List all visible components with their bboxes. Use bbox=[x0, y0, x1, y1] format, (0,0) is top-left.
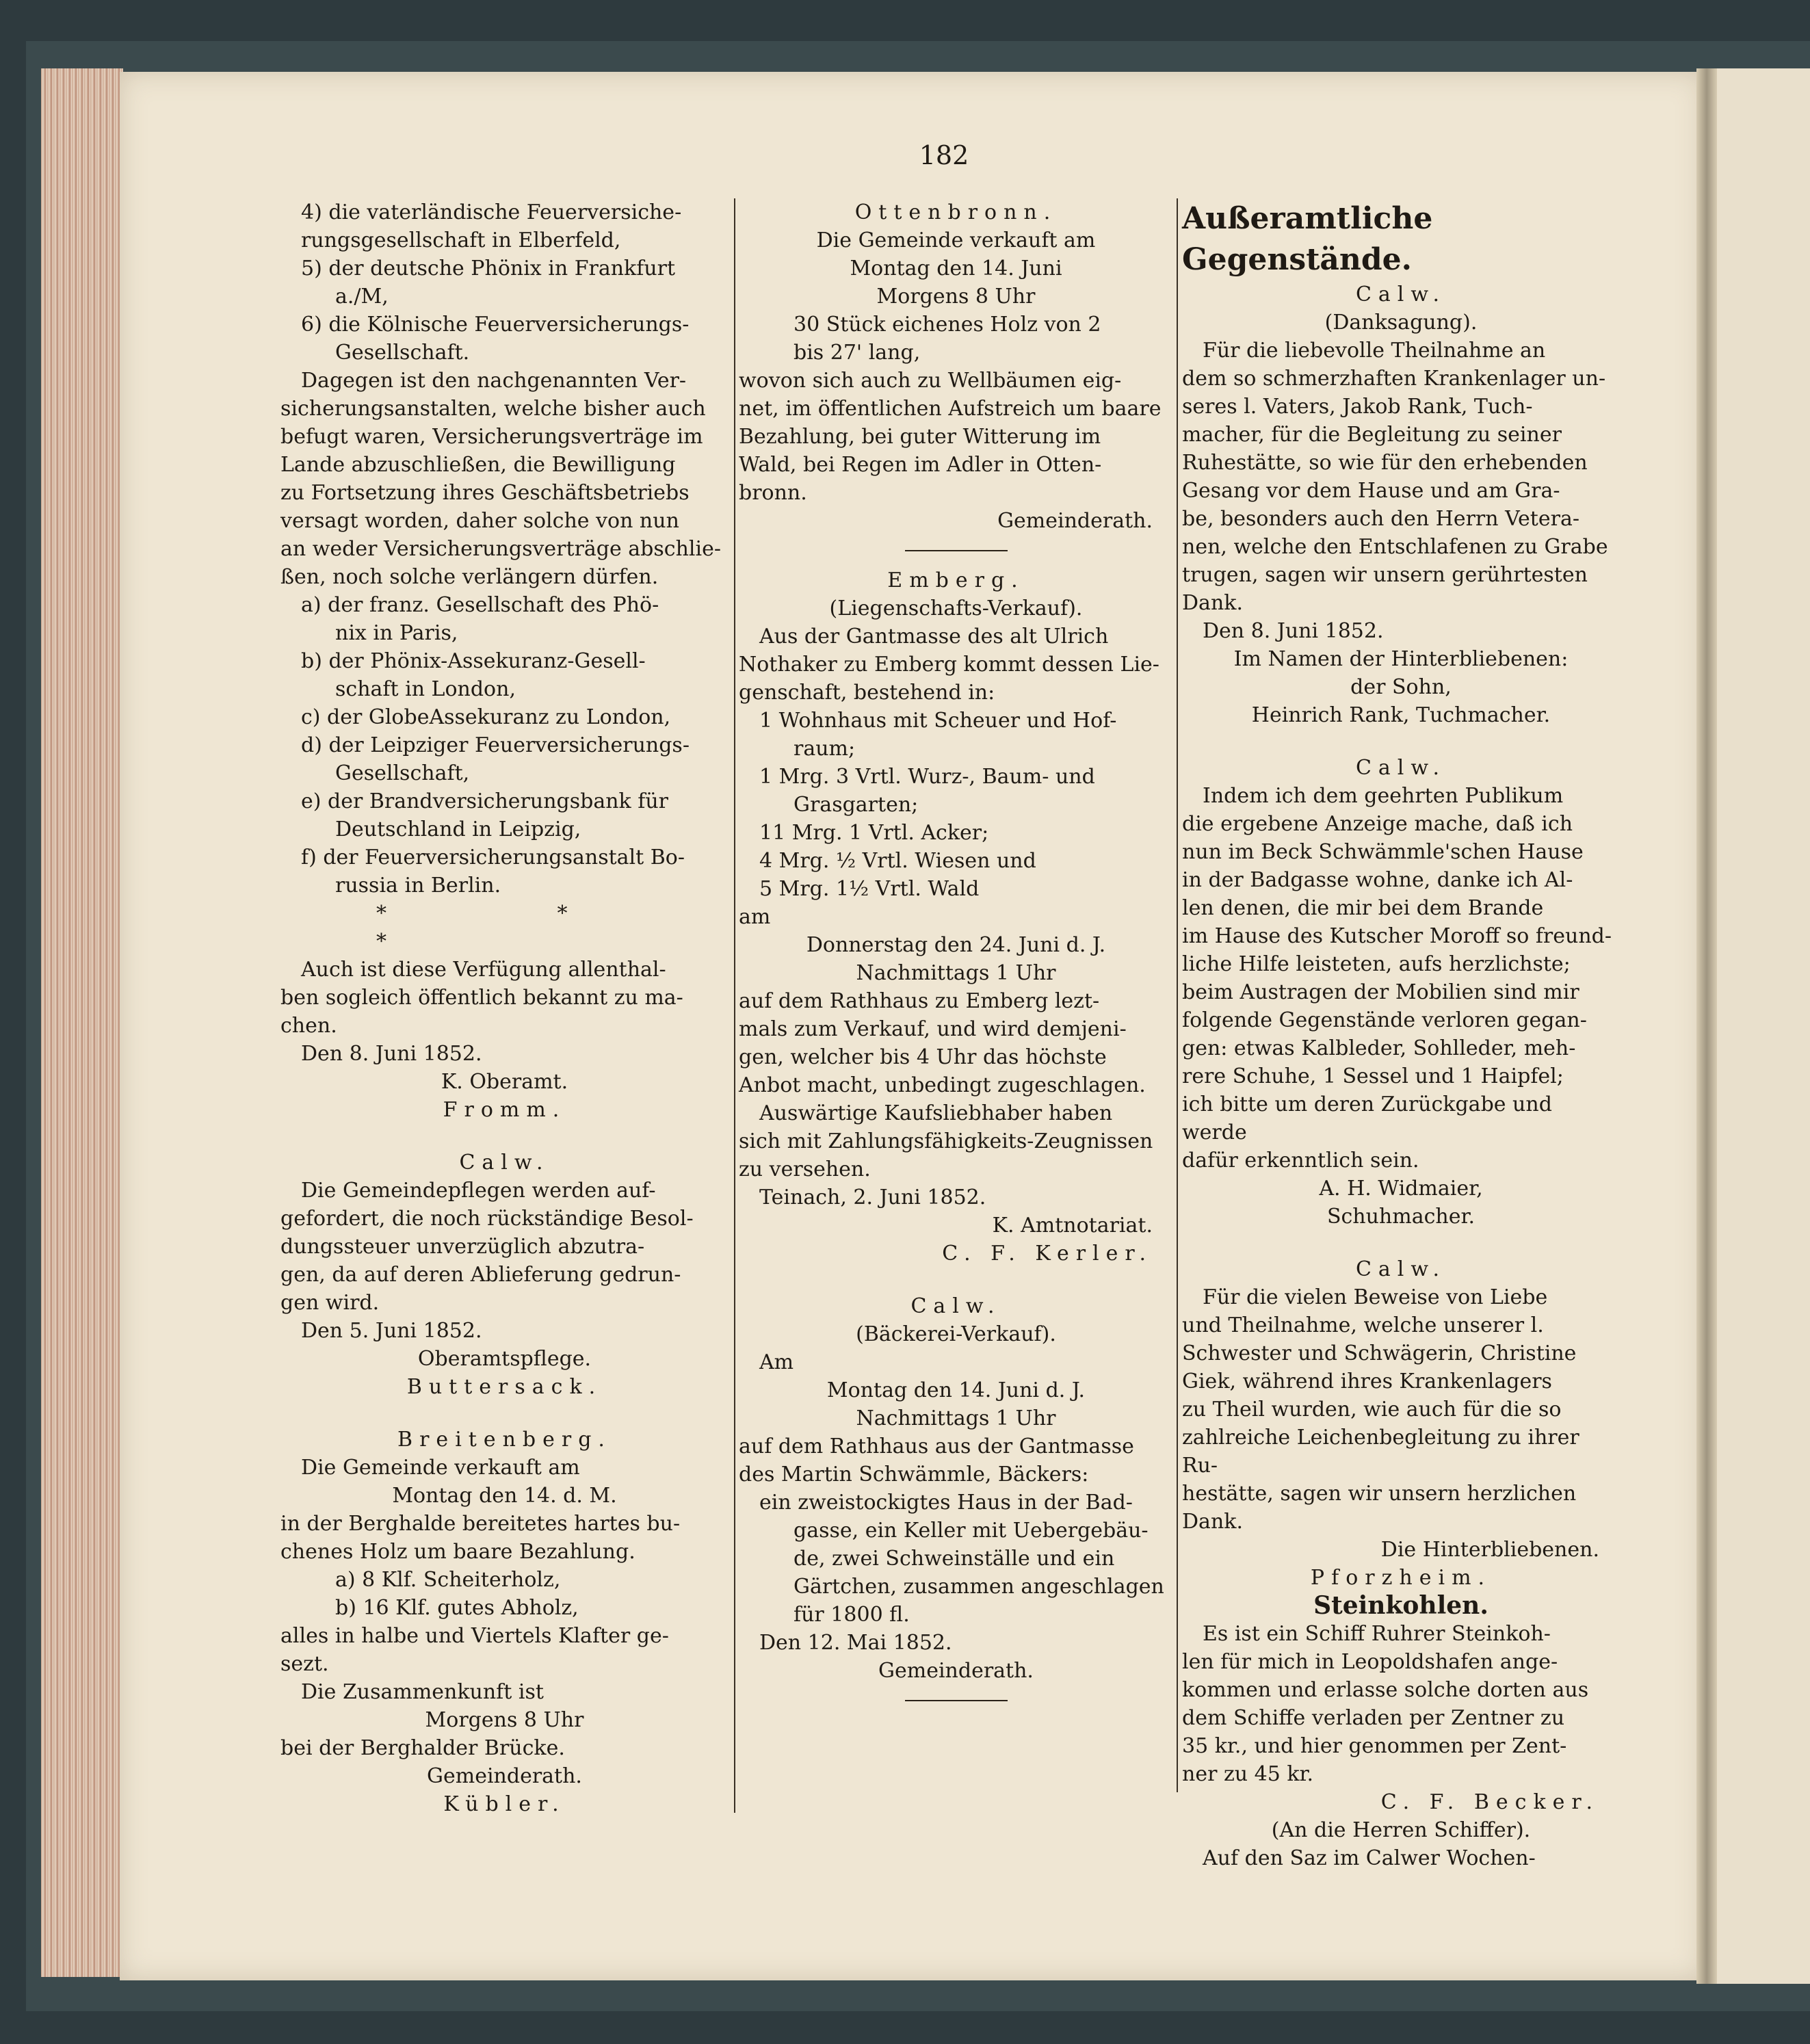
text-line: raum; bbox=[793, 737, 856, 761]
section-subheading-steinkohlen: Steinkohlen. bbox=[1313, 1591, 1488, 1620]
text-line: Ruhestätte, so wie für den erhebenden bbox=[1182, 451, 1588, 475]
text-line: de, zwei Schweinställe und ein bbox=[793, 1547, 1115, 1571]
text-line: Auswärtige Kaufsliebhaber haben bbox=[759, 1101, 1113, 1125]
text-line: 1 Mrg. 3 Vrtl. Wurz-, Baum- und bbox=[759, 765, 1095, 789]
text-line: mals zum Verkauf, und wird demjeni- bbox=[739, 1017, 1127, 1041]
section-heading-calw: Calw. bbox=[459, 1151, 550, 1175]
text-line: alles in halbe und Viertels Klafter ge- bbox=[280, 1624, 669, 1648]
text-line: bis 27' lang, bbox=[793, 341, 921, 365]
text-line: hestätte, sagen wir unsern herzlichen bbox=[1182, 1482, 1577, 1506]
text-line: Die Gemeindepflegen werden auf- bbox=[301, 1179, 656, 1203]
text-line: Gesellschaft. bbox=[335, 341, 470, 365]
text-line: e) der Brandversicherungsbank für bbox=[301, 789, 669, 813]
signature-gemeinderath: Gemeinderath. bbox=[997, 509, 1153, 533]
text-line: Dank. bbox=[1182, 591, 1243, 615]
text-line: Nachmittags 1 Uhr bbox=[856, 961, 1056, 985]
text-line: Montag den 14. d. M. bbox=[392, 1484, 617, 1508]
text-line: Für die vielen Beweise von Liebe bbox=[1203, 1285, 1548, 1309]
text-line: ßen, noch solche verlängern dürfen. bbox=[280, 565, 659, 589]
section-heading-calw: Calw. bbox=[1355, 756, 1447, 780]
text-line: im Hause des Kutscher Moroff so freund- bbox=[1182, 924, 1612, 948]
text-line: len denen, die mir bei dem Brande bbox=[1182, 896, 1544, 920]
text-line: len für mich in Leopoldshafen ange- bbox=[1182, 1650, 1558, 1674]
column-rule bbox=[734, 198, 735, 1813]
text-line: Nachmittags 1 Uhr bbox=[856, 1406, 1056, 1430]
text-line: nix in Paris, bbox=[335, 621, 458, 645]
page-edges bbox=[41, 68, 123, 1977]
text-line: zu versehen. bbox=[739, 1157, 871, 1181]
text-line: in der Berghalde bereitetes hartes bu- bbox=[280, 1512, 681, 1536]
text-line: Den 5. Juni 1852. bbox=[301, 1319, 482, 1343]
signature-kerler: C. F. Kerler. bbox=[942, 1242, 1153, 1266]
signature-line: der Sohn, bbox=[1350, 675, 1452, 699]
text-line: bronn. bbox=[739, 481, 807, 505]
text-line: russia in Berlin. bbox=[335, 874, 501, 897]
text-line: gen: etwas Kalbleder, Sohlleder, meh- bbox=[1182, 1036, 1576, 1060]
column-2 bbox=[739, 198, 1173, 1716]
text-line: be, besonders auch den Herrn Vetera- bbox=[1182, 507, 1579, 531]
text-line: in der Badgasse wohne, danke ich Al- bbox=[1182, 868, 1573, 892]
text-line: ben sogleich öffentlich bekannt zu ma- bbox=[280, 986, 683, 1010]
text-line: Die Gemeinde verkauft am bbox=[816, 228, 1096, 252]
text-line: dem Schiffe verladen per Zentner zu bbox=[1182, 1706, 1565, 1730]
signature-becker: C. F. Becker. bbox=[1380, 1790, 1599, 1814]
text-line: 4) die vaterländische Feuerversiche- bbox=[301, 200, 682, 224]
page-number: 182 bbox=[919, 140, 969, 170]
text-line: Grasgarten; bbox=[793, 793, 919, 817]
text-line: auf dem Rathhaus aus der Gantmasse bbox=[739, 1434, 1134, 1458]
text-line: ein zweistockigtes Haus in der Bad- bbox=[759, 1491, 1133, 1515]
text-line: rungsgesellschaft in Elberfeld, bbox=[301, 228, 621, 252]
section-subheading: (Liegenschafts-Verkauf). bbox=[829, 597, 1083, 620]
signature-line: Im Namen der Hinterbliebenen: bbox=[1233, 647, 1569, 671]
text-line: Lande abzuschließen, die Bewilligung bbox=[280, 453, 676, 477]
text-line: befugt waren, Versicherungsverträge im bbox=[280, 425, 703, 449]
text-line: Gesellschaft, bbox=[335, 761, 470, 785]
text-line: Es ist ein Schiff Ruhrer Steinkoh- bbox=[1203, 1622, 1551, 1646]
text-line: 5) der deutsche Phönix in Frankfurt bbox=[301, 257, 676, 280]
col1-text bbox=[280, 198, 729, 900]
text-line: 11 Mrg. 1 Vrtl. Acker; bbox=[759, 821, 989, 845]
text-line: Deutschland in Leipzig, bbox=[335, 817, 581, 841]
text-line: Bezahlung, bei guter Witterung im bbox=[739, 425, 1101, 449]
text-line: b) der Phönix-Assekuranz-Gesell- bbox=[301, 649, 646, 673]
section-heading-calw: Calw. bbox=[1355, 1257, 1447, 1281]
text-line: Anbot macht, unbedingt zugeschlagen. bbox=[739, 1073, 1146, 1097]
column-3 bbox=[1182, 198, 1620, 1872]
text-line: ner zu 45 kr. bbox=[1182, 1762, 1314, 1786]
text-line: des Martin Schwämmle, Bäckers: bbox=[739, 1463, 1089, 1486]
text-line: beim Austragen der Mobilien sind mir bbox=[1182, 980, 1579, 1004]
text-line: Montag den 14. Juni bbox=[850, 257, 1062, 280]
divider bbox=[905, 1700, 1008, 1701]
text-line: seres l. Vaters, Jakob Rank, Tuch- bbox=[1182, 395, 1533, 419]
text-line: dungssteuer unverzüglich abzutra- bbox=[280, 1235, 645, 1259]
text-line: nen, welche den Entschlafenen zu Grabe bbox=[1182, 535, 1608, 559]
text-line: an weder Versicherungsverträge abschlie- bbox=[280, 537, 721, 561]
signature-line: Die Hinterbliebenen. bbox=[1380, 1538, 1599, 1562]
text-line: genschaft, bestehend in: bbox=[739, 681, 995, 705]
text-line: d) der Leipziger Feuerversicherungs- bbox=[301, 733, 690, 757]
text-line: Giek, während ihres Krankenlagers bbox=[1182, 1370, 1552, 1393]
text-line: Auf den Saz im Calwer Wochen- bbox=[1203, 1846, 1536, 1870]
text-line: Wald, bei Regen im Adler in Otten- bbox=[739, 453, 1102, 477]
section-heading-ausseramtliche: Außeramtliche Gegenstände. bbox=[1182, 201, 1433, 277]
text-line: Dagegen ist den nachgenannten Ver- bbox=[301, 369, 687, 393]
text-line: Auch ist diese Verfügung allenthal- bbox=[301, 958, 666, 982]
facing-page bbox=[1703, 68, 1810, 1984]
text-line: a./M, bbox=[335, 285, 389, 309]
text-line: Dank. bbox=[1182, 1510, 1243, 1534]
section-subheading: (Danksagung). bbox=[1324, 311, 1478, 335]
text-line: macher, für die Begleitung zu seiner bbox=[1182, 423, 1562, 447]
text-line: 30 Stück eichenes Holz von 2 bbox=[793, 313, 1101, 337]
text-line: auf dem Rathhaus zu Emberg lezt- bbox=[739, 989, 1100, 1013]
signature-oberamt: K. Oberamt. bbox=[441, 1070, 568, 1094]
text-line: c) der GlobeAssekuranz zu London, bbox=[301, 705, 671, 729]
text-line: 6) die Kölnische Feuerversicherungs- bbox=[301, 313, 690, 337]
text-line: Den 8. Juni 1852. bbox=[1203, 619, 1384, 643]
text-line: Am bbox=[759, 1350, 794, 1374]
text-line: Gesang vor dem Hause und am Gra- bbox=[1182, 479, 1560, 503]
text-line: Donnerstag den 24. Juni d. J. bbox=[806, 933, 1106, 957]
section-heading-calw: Calw. bbox=[910, 1294, 1001, 1318]
text-line: Morgens 8 Uhr bbox=[876, 285, 1036, 309]
text-line: 5 Mrg. 1½ Vrtl. Wald bbox=[759, 877, 980, 901]
text-line: kommen und erlasse solche dorten aus bbox=[1182, 1678, 1589, 1702]
section-subheading: (Bäckerei-Verkauf). bbox=[856, 1322, 1056, 1346]
text-line: ich bitte um deren Zurückgabe und werde bbox=[1182, 1092, 1552, 1144]
text-line: a) der franz. Gesellschaft des Phö- bbox=[301, 593, 659, 617]
text-line: gen, da auf deren Ablieferung gedrun- bbox=[280, 1263, 681, 1287]
text-line: Schwester und Schwägerin, Christine bbox=[1182, 1341, 1577, 1365]
section-heading-emberg: Emberg. bbox=[887, 568, 1025, 592]
text-line: Morgens 8 Uhr bbox=[425, 1708, 584, 1732]
section-stars: * * * bbox=[376, 902, 650, 954]
text-line: zu Theil wurden, wie auch für die so bbox=[1182, 1398, 1562, 1421]
text-line: folgende Gegenstände verloren gegan- bbox=[1182, 1008, 1587, 1032]
section-heading-calw: Calw. bbox=[1355, 283, 1447, 306]
text-line: Den 12. Mai 1852. bbox=[759, 1631, 952, 1655]
signature-oberamtspflege: Oberamtspflege. bbox=[417, 1347, 592, 1371]
text-line: liche Hilfe leisteten, aufs herzlichste; bbox=[1182, 952, 1571, 976]
text-line: b) 16 Klf. gutes Abholz, bbox=[335, 1596, 579, 1620]
section-heading-ottenbronn: Ottenbronn. bbox=[854, 200, 1058, 224]
text-line: zu Fortsetzung ihres Geschäftsbetriebs bbox=[280, 481, 690, 505]
signature-line: A. H. Widmaier, bbox=[1319, 1177, 1483, 1201]
text-line: für 1800 fl. bbox=[793, 1603, 910, 1627]
signature-line: Heinrich Rank, Tuchmacher. bbox=[1251, 703, 1551, 727]
text-line: 35 kr., und hier genommen per Zent- bbox=[1182, 1734, 1567, 1758]
section-subheading: (An die Herren Schiffer). bbox=[1271, 1818, 1531, 1842]
text-line: Aus der Gantmasse des alt Ulrich bbox=[759, 625, 1109, 648]
text-line: a) 8 Klf. Scheiterholz, bbox=[335, 1568, 561, 1592]
signature-buttersack: Buttersack. bbox=[406, 1375, 603, 1399]
section-heading-breitenberg: Breitenberg. bbox=[397, 1428, 612, 1452]
text-line: sicherungsanstalten, welche bisher auch bbox=[280, 397, 706, 421]
text-line: die ergebene Anzeige mache, daß ich bbox=[1182, 812, 1573, 836]
text-line: chen. bbox=[280, 1014, 337, 1038]
text-line: net, im öffentlichen Aufstreich um baare bbox=[739, 397, 1162, 421]
text-line: Montag den 14. Juni d. J. bbox=[826, 1378, 1086, 1402]
signature-amtnotariat: K. Amtnotariat. bbox=[992, 1214, 1153, 1237]
text-line: 1 Wohnhaus mit Scheuer und Hof- bbox=[759, 709, 1117, 733]
text-line: Teinach, 2. Juni 1852. bbox=[759, 1185, 986, 1209]
signature-fromm: Fromm. bbox=[443, 1098, 566, 1122]
signature-line: Schuhmacher. bbox=[1326, 1205, 1475, 1229]
divider bbox=[905, 550, 1008, 551]
text-line: f) der Feuerversicherungsanstalt Bo- bbox=[301, 846, 685, 869]
text-line: bei der Berghalder Brücke. bbox=[280, 1736, 565, 1760]
column-rule bbox=[1177, 198, 1178, 1792]
text-line: gen wird. bbox=[280, 1291, 380, 1315]
text-line: rere Schuhe, 1 Sessel und 1 Haipfel; bbox=[1182, 1064, 1564, 1088]
text-line: Die Zusammenkunft ist bbox=[301, 1680, 544, 1704]
text-line: versagt worden, daher solche von nun bbox=[280, 509, 679, 533]
book-gutter bbox=[1696, 68, 1717, 1984]
text-line: schaft in London, bbox=[335, 677, 516, 701]
text-line: sezt. bbox=[280, 1652, 329, 1676]
text-line: und Theilnahme, welche unserer l. bbox=[1182, 1313, 1544, 1337]
text-line: Gärtchen, zusammen angeschlagen bbox=[793, 1575, 1164, 1599]
text-line: Die Gemeinde verkauft am bbox=[301, 1456, 580, 1480]
signature-gemeinderath: Gemeinderath. bbox=[878, 1659, 1034, 1683]
text-line: gefordert, die noch rückständige Besol- bbox=[280, 1207, 694, 1231]
text-line: Den 8. Juni 1852. bbox=[301, 1042, 482, 1066]
text-line: trugen, sagen wir unsern gerührtesten bbox=[1182, 563, 1588, 587]
text-line: dafür erkenntlich sein. bbox=[1182, 1149, 1419, 1172]
section-heading-pforzheim: Pforzheim. bbox=[1310, 1566, 1492, 1590]
text-line: gasse, ein Keller mit Uebergebäu- bbox=[793, 1519, 1149, 1543]
signature-gemeinderath: Gemeinderath. bbox=[427, 1764, 582, 1788]
text-line: Für die liebevolle Theilnahme an bbox=[1203, 339, 1546, 363]
text-line: 4 Mrg. ½ Vrtl. Wiesen und bbox=[759, 849, 1036, 873]
text-line: nun im Beck Schwämmle'schen Hause bbox=[1182, 840, 1584, 864]
text-line: zahlreiche Leichenbegleitung zu ihrer Ru- bbox=[1182, 1426, 1579, 1478]
text-line: sich mit Zahlungsfähigkeits-Zeugnissen bbox=[739, 1129, 1153, 1153]
text-line: dem so schmerzhaften Krankenlager un- bbox=[1182, 367, 1606, 391]
column-1 bbox=[280, 198, 729, 1818]
text-line: wovon sich auch zu Wellbäumen eig- bbox=[739, 369, 1122, 393]
signature-kuebler: Kübler. bbox=[443, 1792, 566, 1816]
text-line: gen, welcher bis 4 Uhr das höchste bbox=[739, 1045, 1107, 1069]
text-line: Indem ich dem geehrten Publikum bbox=[1203, 784, 1564, 808]
text-line: am bbox=[739, 905, 771, 929]
text-line: chenes Holz um baare Bezahlung. bbox=[280, 1540, 635, 1564]
text-line: Nothaker zu Emberg kommt dessen Lie- bbox=[739, 653, 1159, 677]
